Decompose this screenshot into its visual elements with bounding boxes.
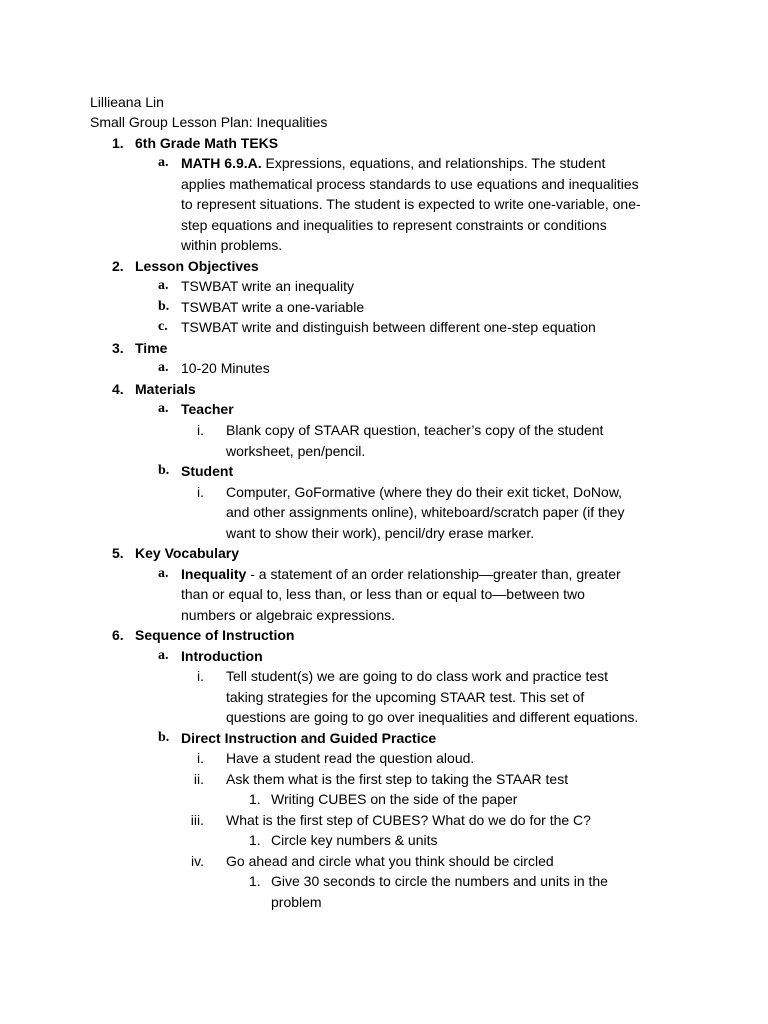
list-marker: b. — [158, 299, 170, 314]
list-item-text: TSWBAT write and distinguish between different one-step equation — [181, 319, 596, 335]
list-item — [181, 153, 605, 173]
list-marker: a. — [158, 278, 169, 293]
list-item-text: worksheet, pen/pencil. — [226, 443, 366, 459]
list-marker: a. — [158, 401, 169, 416]
list-item-text: Tell student(s) we are going to do class work and practice test — [226, 668, 609, 684]
list-item-text: TSWBAT write a one-variable — [181, 299, 365, 315]
list-marker: a. — [158, 566, 169, 581]
author-name: Lillieana Lin — [90, 94, 164, 110]
section-number: 2. — [112, 258, 124, 274]
list-item-text: Expressions, equations, and relationships. The student — [261, 155, 606, 171]
list-marker: iii. — [190, 812, 204, 828]
list-marker: ii. — [193, 771, 204, 787]
list-item-text: Ask them what is the first step to taking the STAAR test — [226, 771, 569, 787]
list-marker: a. — [158, 155, 169, 170]
list-item-text: - a statement of an order relationship—greater than, greater — [246, 566, 621, 582]
list-marker: a. — [158, 648, 169, 663]
section-number: 6. — [112, 627, 124, 643]
list-marker: b. — [158, 730, 170, 745]
list-item-text: to represent situations. The student is expected to write one-variable, one- — [181, 196, 641, 212]
list-marker: i. — [197, 668, 204, 684]
list-item-text: applies mathematical process standards to use equations and inequalities — [181, 176, 639, 192]
section-number: 3. — [112, 340, 124, 356]
list-marker: 1. — [249, 832, 261, 848]
list-item-text: taking strategies for the upcoming STAAR test. This set of — [226, 689, 585, 705]
list-item-text: questions are going to go over inequalities and different equations. — [226, 709, 639, 725]
list-marker: i. — [197, 422, 204, 438]
list-marker: 1. — [249, 791, 261, 807]
list-item-text: Go ahead and circle what you think should be circled — [226, 853, 554, 869]
list-item-text: Have a student read the question aloud. — [226, 750, 475, 766]
section-heading: 6th Grade Math TEKS — [135, 135, 279, 151]
list-item-text: within problems. — [181, 237, 283, 253]
list-marker: a. — [158, 360, 169, 375]
list-marker: i. — [197, 484, 204, 500]
section-number: 5. — [112, 545, 124, 561]
list-marker: iv. — [191, 853, 204, 869]
section-heading: Lesson Objectives — [135, 258, 259, 274]
list-item-text: Computer, GoFormative (where they do their exit ticket, DoNow, — [226, 484, 623, 500]
list-marker: b. — [158, 463, 170, 478]
section-heading: Sequence of Instruction — [135, 627, 295, 643]
document-title: Small Group Lesson Plan: Inequalities — [90, 114, 328, 130]
list-marker: 1. — [249, 873, 261, 889]
list-item-text: Writing CUBES on the side of the paper — [271, 791, 518, 807]
subsection-heading: Direct Instruction and Guided Practice — [181, 730, 437, 746]
list-item-text: want to show their work), pencil/dry erase marker. — [226, 525, 535, 541]
subsection-heading: Student — [181, 463, 234, 479]
list-item-text: problem — [271, 894, 322, 910]
list-item-text: What is the first step of CUBES? What do we do for the C? — [226, 812, 591, 828]
list-item-text: TSWBAT write an inequality — [181, 278, 354, 294]
list-item-text: step equations and inequalities to represent constraints or conditions — [181, 217, 607, 233]
list-marker: c. — [158, 319, 168, 334]
list-item-text: Give 30 seconds to circle the numbers and units in the — [271, 873, 608, 889]
section-heading: Key Vocabulary — [135, 545, 240, 561]
subsection-heading: Introduction — [181, 648, 263, 664]
section-number: 1. — [112, 135, 124, 151]
list-item — [181, 564, 621, 584]
list-item-text: Blank copy of STAAR question, teacher’s copy of the student — [226, 422, 604, 438]
section-heading: Materials — [135, 381, 196, 397]
section-number: 4. — [112, 381, 124, 397]
list-marker: i. — [197, 750, 204, 766]
list-item-text: Circle key numbers & units — [271, 832, 438, 848]
vocabulary-term: Inequality — [181, 566, 247, 582]
list-item-text: than or equal to, less than, or less than or equal to—between two — [181, 586, 585, 602]
list-item-text: and other assignments online), whiteboard/scratch paper (if they — [226, 504, 625, 520]
standard-code: MATH 6.9.A. — [181, 155, 262, 171]
list-item-text: numbers or algebraic expressions. — [181, 607, 395, 623]
list-item-text: 10-20 Minutes — [181, 360, 270, 376]
subsection-heading: Teacher — [181, 401, 234, 417]
section-heading: Time — [135, 340, 168, 356]
